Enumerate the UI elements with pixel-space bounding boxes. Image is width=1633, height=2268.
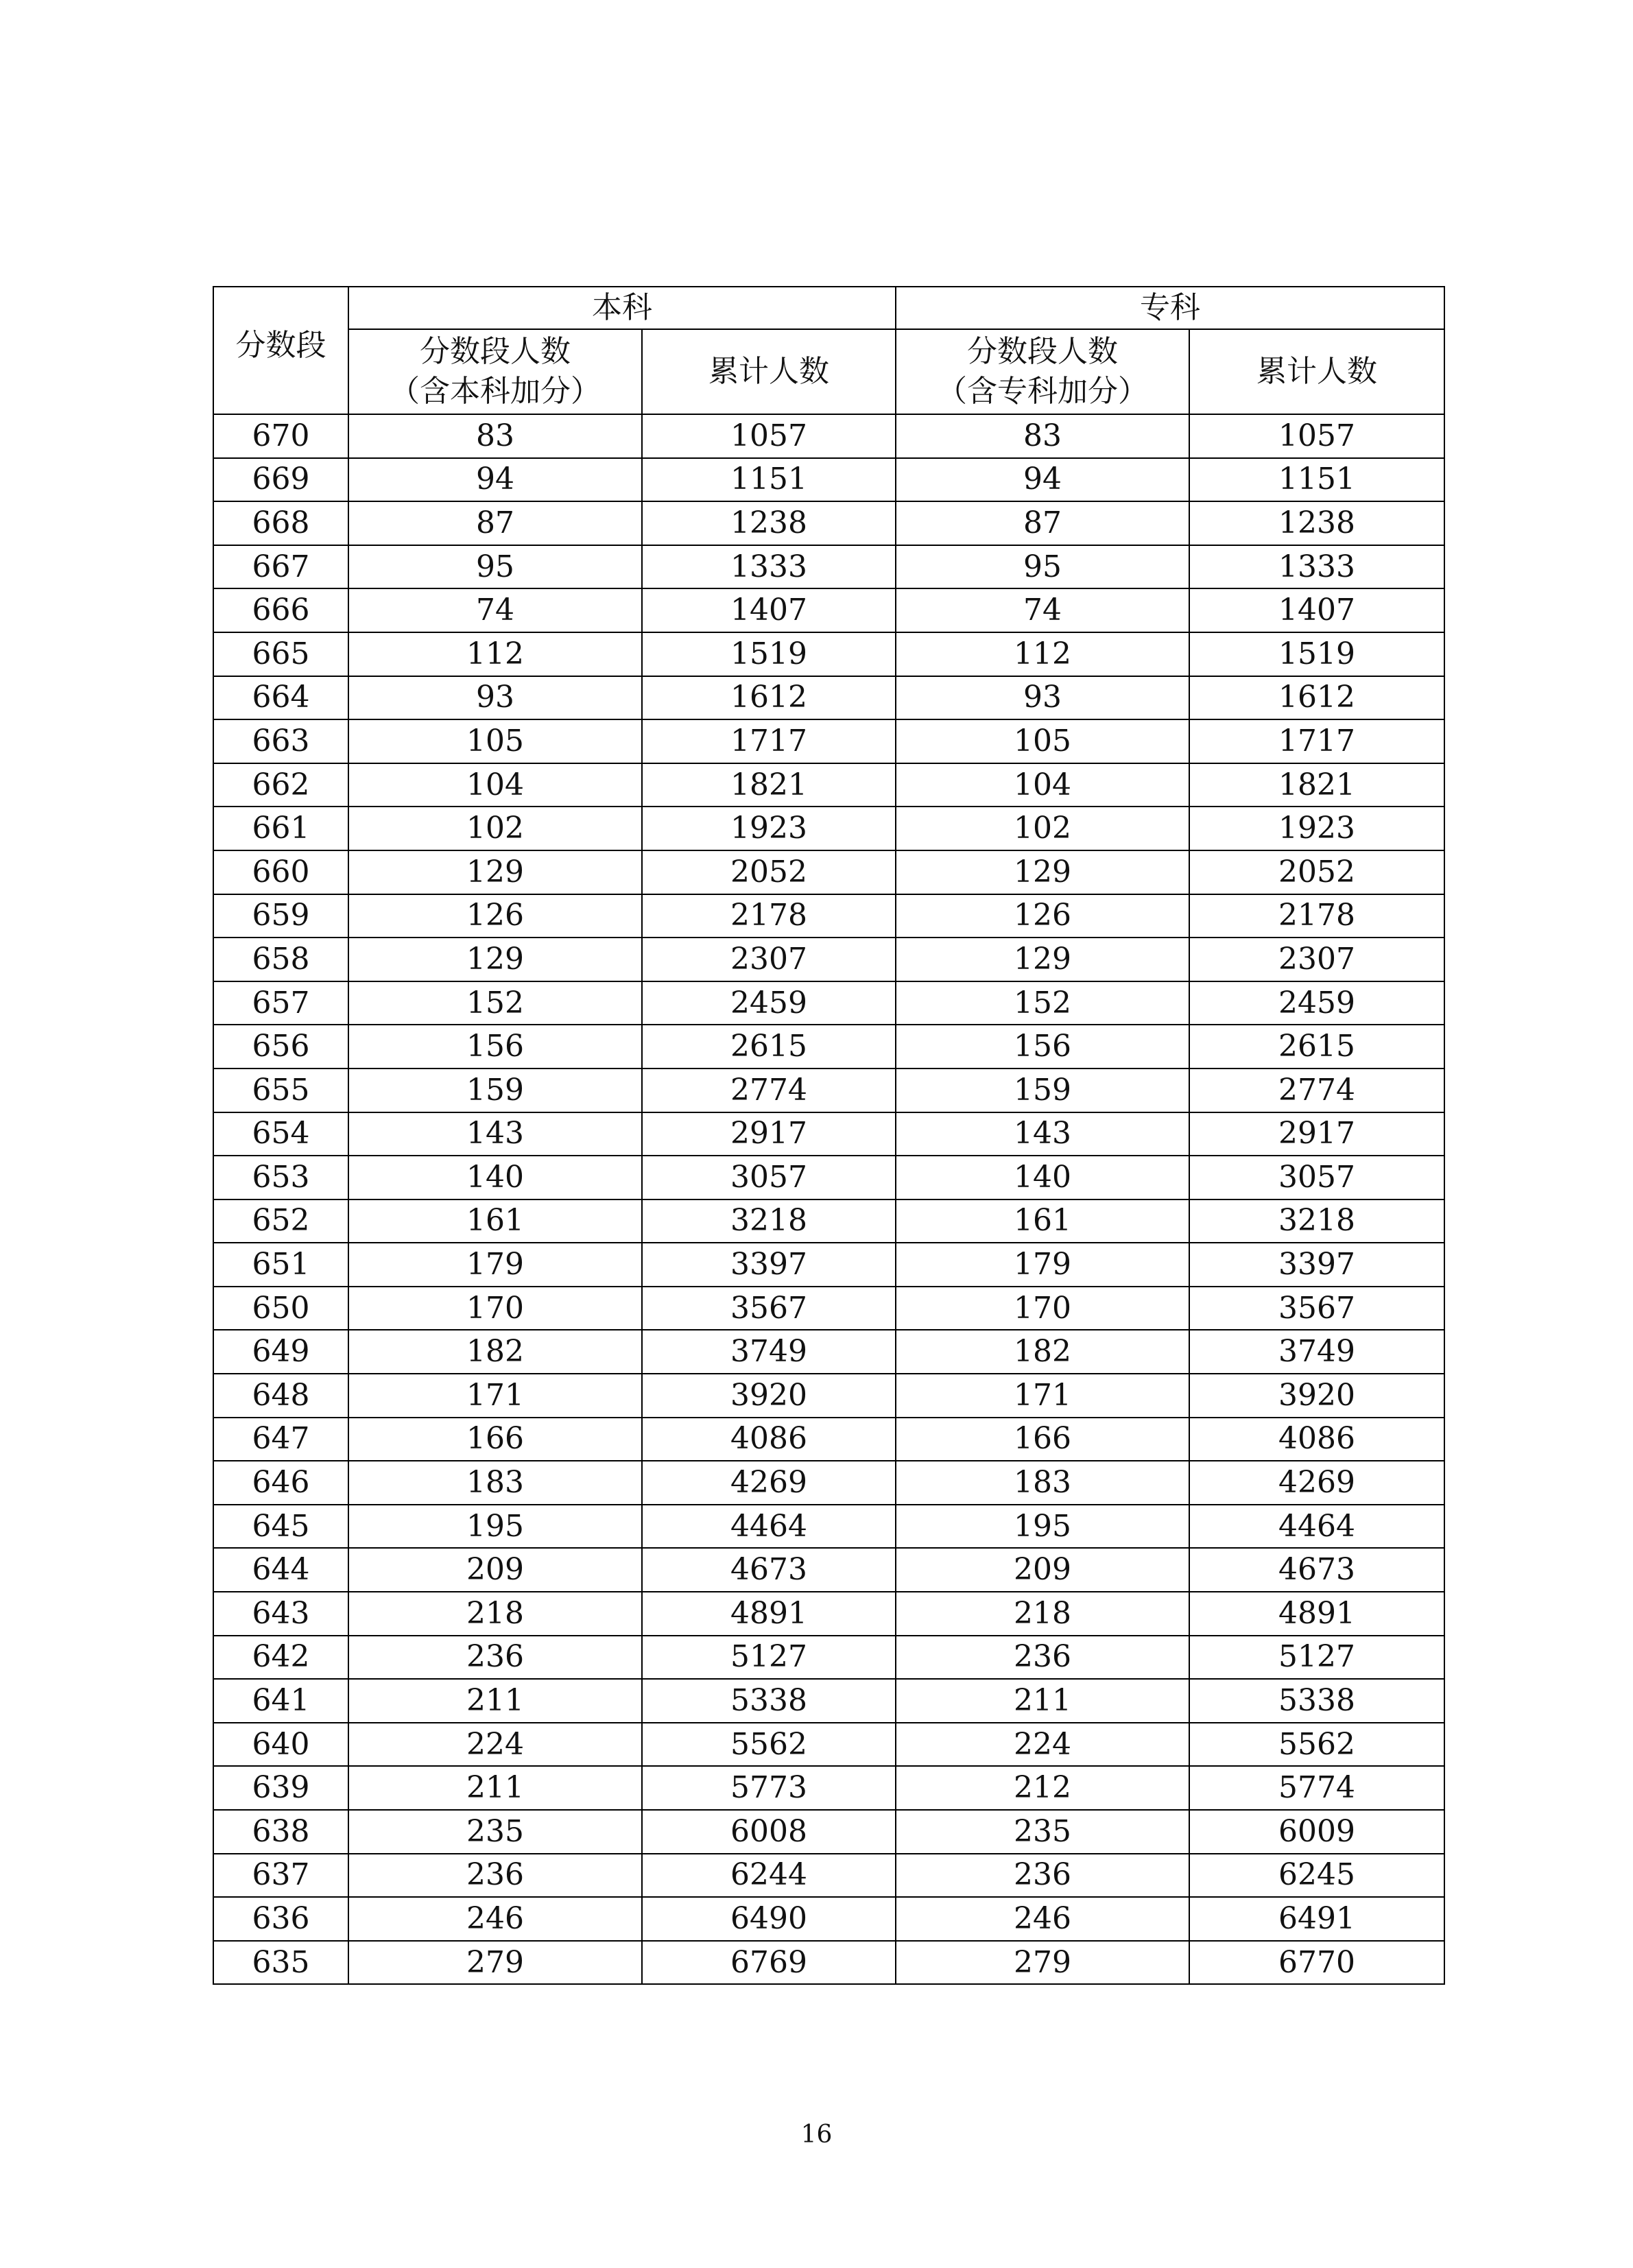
benke-cumulative-cell: 5773 xyxy=(642,1766,896,1810)
zhuanke-count-header-line2: （含专科加分） xyxy=(937,374,1148,409)
table-row xyxy=(213,938,1444,981)
table-row xyxy=(213,1548,1444,1592)
zhuanke-count-cell: 156 xyxy=(896,1025,1189,1069)
score-cell: 659 xyxy=(213,894,348,938)
zhuanke-count-cell: 212 xyxy=(896,1766,1189,1810)
benke-cumulative-cell: 6769 xyxy=(642,1941,896,1985)
zhuanke-cumulative-cell: 3567 xyxy=(1189,1287,1444,1330)
benke-count-cell: 94 xyxy=(348,458,642,502)
table-row xyxy=(213,1287,1444,1330)
score-cell: 661 xyxy=(213,807,348,850)
benke-count-header-line1: 分数段人数 xyxy=(420,334,571,369)
table-row xyxy=(213,676,1444,720)
score-cell: 668 xyxy=(213,501,348,545)
table-row xyxy=(213,763,1444,807)
zhuanke-cumulative-cell: 3749 xyxy=(1189,1330,1444,1374)
zhuanke-cumulative-cell: 1238 xyxy=(1189,501,1444,545)
zhuanke-count-cell: 211 xyxy=(896,1679,1189,1723)
zhuanke-count-cell: 183 xyxy=(896,1461,1189,1505)
benke-count-header xyxy=(348,329,642,414)
table-row xyxy=(213,1854,1444,1898)
benke-cumulative-cell: 5562 xyxy=(642,1723,896,1767)
benke-cumulative-cell: 4673 xyxy=(642,1548,896,1592)
table-row xyxy=(213,1636,1444,1680)
score-distribution-table xyxy=(213,286,1445,1985)
benke-cumulative-cell: 1717 xyxy=(642,719,896,763)
zhuanke-count-cell: 105 xyxy=(896,719,1189,763)
benke-cumulative-cell: 3749 xyxy=(642,1330,896,1374)
benke-cumulative-cell: 3920 xyxy=(642,1374,896,1418)
zhuanke-count-cell: 129 xyxy=(896,938,1189,981)
table-row xyxy=(213,1505,1444,1549)
table-row xyxy=(213,981,1444,1025)
table-row xyxy=(213,807,1444,850)
score-cell: 636 xyxy=(213,1897,348,1941)
score-cell: 665 xyxy=(213,632,348,676)
zhuanke-count-cell: 129 xyxy=(896,850,1189,894)
table-row xyxy=(213,1330,1444,1374)
benke-cumulative-cell: 1923 xyxy=(642,807,896,850)
score-cell: 646 xyxy=(213,1461,348,1505)
benke-count-cell: 209 xyxy=(348,1548,642,1592)
zhuanke-count-cell: 209 xyxy=(896,1548,1189,1592)
table-row xyxy=(213,1810,1444,1854)
table-row xyxy=(213,850,1444,894)
score-cell: 662 xyxy=(213,763,348,807)
score-cell: 647 xyxy=(213,1418,348,1461)
score-cell: 653 xyxy=(213,1156,348,1199)
score-cell: 656 xyxy=(213,1025,348,1069)
table-row xyxy=(213,414,1444,458)
score-cell: 642 xyxy=(213,1636,348,1680)
zhuanke-cumulative-cell: 2307 xyxy=(1189,938,1444,981)
zhuanke-cumulative-cell: 3920 xyxy=(1189,1374,1444,1418)
benke-cumulative-cell: 1333 xyxy=(642,545,896,589)
benke-cumulative-cell: 1238 xyxy=(642,501,896,545)
zhuanke-cumulative-cell: 6491 xyxy=(1189,1897,1444,1941)
benke-count-cell: 152 xyxy=(348,981,642,1025)
table-row xyxy=(213,632,1444,676)
zhuanke-cumulative-cell: 4269 xyxy=(1189,1461,1444,1505)
benke-cumulative-cell: 2052 xyxy=(642,850,896,894)
benke-cumulative-cell: 5127 xyxy=(642,1636,896,1680)
score-cell: 658 xyxy=(213,938,348,981)
benke-count-cell: 93 xyxy=(348,676,642,720)
zhuanke-count-cell: 87 xyxy=(896,501,1189,545)
zhuanke-cumulative-cell: 1717 xyxy=(1189,719,1444,763)
zhuanke-cumulative-cell: 1923 xyxy=(1189,807,1444,850)
benke-count-cell: 170 xyxy=(348,1287,642,1330)
zhuanke-count-cell: 83 xyxy=(896,414,1189,458)
zhuanke-cumulative-cell: 3057 xyxy=(1189,1156,1444,1199)
zhuanke-count-cell: 166 xyxy=(896,1418,1189,1461)
zhuanke-cumulative-cell: 2178 xyxy=(1189,894,1444,938)
benke-cumulative-cell: 2774 xyxy=(642,1069,896,1112)
table-row xyxy=(213,1592,1444,1636)
benke-cumulative-cell: 1519 xyxy=(642,632,896,676)
header-row-columns xyxy=(213,329,1444,414)
benke-count-cell: 236 xyxy=(348,1636,642,1680)
zhuanke-cumulative-cell: 4086 xyxy=(1189,1418,1444,1461)
score-cell: 637 xyxy=(213,1854,348,1898)
score-cell: 650 xyxy=(213,1287,348,1330)
benke-cumulative-cell: 2615 xyxy=(642,1025,896,1069)
zhuanke-count-cell: 279 xyxy=(896,1941,1189,1985)
zhuanke-count-cell: 140 xyxy=(896,1156,1189,1199)
zhuanke-cumulative-cell: 6009 xyxy=(1189,1810,1444,1854)
score-cell: 641 xyxy=(213,1679,348,1723)
score-cell: 663 xyxy=(213,719,348,763)
benke-cumulative-cell: 3567 xyxy=(642,1287,896,1330)
zhuanke-cumulative-cell: 1333 xyxy=(1189,545,1444,589)
benke-count-cell: 182 xyxy=(348,1330,642,1374)
zhuanke-group-header: 专科 xyxy=(896,287,1444,329)
zhuanke-cumulative-cell: 2459 xyxy=(1189,981,1444,1025)
zhuanke-count-cell: 195 xyxy=(896,1505,1189,1549)
zhuanke-cumulative-cell: 2774 xyxy=(1189,1069,1444,1112)
zhuanke-count-cell: 170 xyxy=(896,1287,1189,1330)
benke-count-cell: 279 xyxy=(348,1941,642,1985)
zhuanke-count-cell: 126 xyxy=(896,894,1189,938)
score-cell: 654 xyxy=(213,1112,348,1156)
score-cell: 651 xyxy=(213,1243,348,1287)
benke-count-cell: 129 xyxy=(348,938,642,981)
benke-count-cell: 74 xyxy=(348,588,642,632)
zhuanke-cumulative-cell: 3218 xyxy=(1189,1199,1444,1243)
score-cell: 655 xyxy=(213,1069,348,1112)
score-cell: 667 xyxy=(213,545,348,589)
zhuanke-count-cell: 182 xyxy=(896,1330,1189,1374)
zhuanke-count-cell: 95 xyxy=(896,545,1189,589)
benke-count-cell: 195 xyxy=(348,1505,642,1549)
benke-count-cell: 218 xyxy=(348,1592,642,1636)
score-cell: 652 xyxy=(213,1199,348,1243)
benke-count-cell: 140 xyxy=(348,1156,642,1199)
table-row xyxy=(213,1941,1444,1985)
header-row-group xyxy=(213,287,1444,329)
benke-cumulative-cell: 1057 xyxy=(642,414,896,458)
zhuanke-cumulative-cell: 4464 xyxy=(1189,1505,1444,1549)
score-cell: 669 xyxy=(213,458,348,502)
table-row xyxy=(213,1156,1444,1199)
score-cell: 670 xyxy=(213,414,348,458)
table-row xyxy=(213,1243,1444,1287)
zhuanke-cumulative-cell: 1519 xyxy=(1189,632,1444,676)
zhuanke-cumulative-cell: 4891 xyxy=(1189,1592,1444,1636)
benke-count-cell: 211 xyxy=(348,1766,642,1810)
zhuanke-cumulative-cell: 1057 xyxy=(1189,414,1444,458)
zhuanke-count-cell: 161 xyxy=(896,1199,1189,1243)
zhuanke-cumulative-cell: 3397 xyxy=(1189,1243,1444,1287)
benke-count-cell: 166 xyxy=(348,1418,642,1461)
table-row xyxy=(213,1723,1444,1767)
benke-count-cell: 224 xyxy=(348,1723,642,1767)
benke-count-cell: 171 xyxy=(348,1374,642,1418)
benke-count-cell: 183 xyxy=(348,1461,642,1505)
zhuanke-count-cell: 179 xyxy=(896,1243,1189,1287)
score-cell: 666 xyxy=(213,588,348,632)
zhuanke-count-cell: 143 xyxy=(896,1112,1189,1156)
benke-cumulative-cell: 2178 xyxy=(642,894,896,938)
zhuanke-count-cell: 93 xyxy=(896,676,1189,720)
benke-count-cell: 95 xyxy=(348,545,642,589)
zhuanke-count-cell: 236 xyxy=(896,1636,1189,1680)
zhuanke-cumulative-cell: 6245 xyxy=(1189,1854,1444,1898)
benke-count-cell: 246 xyxy=(348,1897,642,1941)
zhuanke-cumulative-cell: 6770 xyxy=(1189,1941,1444,1985)
score-cell: 644 xyxy=(213,1548,348,1592)
benke-count-cell: 161 xyxy=(348,1199,642,1243)
zhuanke-count-cell: 218 xyxy=(896,1592,1189,1636)
benke-count-cell: 235 xyxy=(348,1810,642,1854)
benke-cumulative-header: 累计人数 xyxy=(642,329,896,414)
benke-cumulative-cell: 6008 xyxy=(642,1810,896,1854)
zhuanke-count-cell: 236 xyxy=(896,1854,1189,1898)
zhuanke-count-header xyxy=(896,329,1189,414)
score-cell: 660 xyxy=(213,850,348,894)
zhuanke-cumulative-cell: 1151 xyxy=(1189,458,1444,502)
score-cell: 657 xyxy=(213,981,348,1025)
benke-cumulative-cell: 6490 xyxy=(642,1897,896,1941)
zhuanke-count-header-line1: 分数段人数 xyxy=(967,334,1118,369)
table-row xyxy=(213,1461,1444,1505)
benke-cumulative-cell: 3218 xyxy=(642,1199,896,1243)
benke-cumulative-cell: 4891 xyxy=(642,1592,896,1636)
benke-count-cell: 179 xyxy=(348,1243,642,1287)
benke-cumulative-cell: 4086 xyxy=(642,1418,896,1461)
score-cell: 639 xyxy=(213,1766,348,1810)
table-row xyxy=(213,1112,1444,1156)
benke-cumulative-cell: 4464 xyxy=(642,1505,896,1549)
benke-count-header-line2: （含本科加分） xyxy=(390,374,601,409)
zhuanke-count-cell: 235 xyxy=(896,1810,1189,1854)
zhuanke-count-cell: 152 xyxy=(896,981,1189,1025)
benke-count-cell: 105 xyxy=(348,719,642,763)
zhuanke-cumulative-cell: 1612 xyxy=(1189,676,1444,720)
zhuanke-count-cell: 224 xyxy=(896,1723,1189,1767)
zhuanke-cumulative-cell: 5562 xyxy=(1189,1723,1444,1767)
benke-cumulative-cell: 1151 xyxy=(642,458,896,502)
table-body xyxy=(213,414,1444,1984)
table-row xyxy=(213,1199,1444,1243)
benke-count-cell: 87 xyxy=(348,501,642,545)
benke-cumulative-cell: 6244 xyxy=(642,1854,896,1898)
score-cell: 649 xyxy=(213,1330,348,1374)
benke-count-cell: 126 xyxy=(348,894,642,938)
benke-cumulative-cell: 1407 xyxy=(642,588,896,632)
zhuanke-cumulative-cell: 2917 xyxy=(1189,1112,1444,1156)
benke-count-cell: 156 xyxy=(348,1025,642,1069)
benke-count-cell: 112 xyxy=(348,632,642,676)
benke-cumulative-cell: 2459 xyxy=(642,981,896,1025)
zhuanke-cumulative-cell: 1407 xyxy=(1189,588,1444,632)
zhuanke-count-cell: 112 xyxy=(896,632,1189,676)
zhuanke-cumulative-cell: 2052 xyxy=(1189,850,1444,894)
zhuanke-count-cell: 104 xyxy=(896,763,1189,807)
table-row xyxy=(213,458,1444,502)
zhuanke-count-cell: 94 xyxy=(896,458,1189,502)
zhuanke-cumulative-cell: 1821 xyxy=(1189,763,1444,807)
benke-count-cell: 236 xyxy=(348,1854,642,1898)
zhuanke-cumulative-cell: 2615 xyxy=(1189,1025,1444,1069)
page-number: 16 xyxy=(800,2121,833,2149)
zhuanke-count-cell: 74 xyxy=(896,588,1189,632)
benke-count-cell: 211 xyxy=(348,1679,642,1723)
score-cell: 635 xyxy=(213,1941,348,1985)
score-cell: 640 xyxy=(213,1723,348,1767)
table-row xyxy=(213,894,1444,938)
score-cell: 648 xyxy=(213,1374,348,1418)
zhuanke-cumulative-cell: 5338 xyxy=(1189,1679,1444,1723)
benke-count-cell: 83 xyxy=(348,414,642,458)
score-cell: 643 xyxy=(213,1592,348,1636)
table-row xyxy=(213,1069,1444,1112)
zhuanke-count-cell: 159 xyxy=(896,1069,1189,1112)
score-cell: 664 xyxy=(213,676,348,720)
zhuanke-count-cell: 246 xyxy=(896,1897,1189,1941)
benke-group-header: 本科 xyxy=(348,287,896,329)
benke-cumulative-cell: 3397 xyxy=(642,1243,896,1287)
zhuanke-cumulative-header: 累计人数 xyxy=(1189,329,1444,414)
benke-count-cell: 129 xyxy=(348,850,642,894)
table-row xyxy=(213,545,1444,589)
table-row xyxy=(213,1025,1444,1069)
score-cell: 638 xyxy=(213,1810,348,1854)
zhuanke-cumulative-cell: 5127 xyxy=(1189,1636,1444,1680)
benke-count-cell: 102 xyxy=(348,807,642,850)
score-cell: 645 xyxy=(213,1505,348,1549)
table-row xyxy=(213,1897,1444,1941)
benke-cumulative-cell: 2307 xyxy=(642,938,896,981)
benke-cumulative-cell: 5338 xyxy=(642,1679,896,1723)
benke-count-cell: 104 xyxy=(348,763,642,807)
zhuanke-count-cell: 102 xyxy=(896,807,1189,850)
benke-cumulative-cell: 1821 xyxy=(642,763,896,807)
table-row xyxy=(213,1374,1444,1418)
benke-cumulative-cell: 4269 xyxy=(642,1461,896,1505)
zhuanke-cumulative-cell: 4673 xyxy=(1189,1548,1444,1592)
zhuanke-cumulative-cell: 5774 xyxy=(1189,1766,1444,1810)
table-row xyxy=(213,1418,1444,1461)
table-row xyxy=(213,501,1444,545)
benke-count-cell: 143 xyxy=(348,1112,642,1156)
benke-cumulative-cell: 3057 xyxy=(642,1156,896,1199)
score-column-header: 分数段 xyxy=(213,287,348,414)
zhuanke-count-cell: 171 xyxy=(896,1374,1189,1418)
benke-cumulative-cell: 2917 xyxy=(642,1112,896,1156)
benke-cumulative-cell: 1612 xyxy=(642,676,896,720)
table-row xyxy=(213,588,1444,632)
table-row xyxy=(213,719,1444,763)
table-row xyxy=(213,1679,1444,1723)
benke-count-cell: 159 xyxy=(348,1069,642,1112)
table-row xyxy=(213,1766,1444,1810)
